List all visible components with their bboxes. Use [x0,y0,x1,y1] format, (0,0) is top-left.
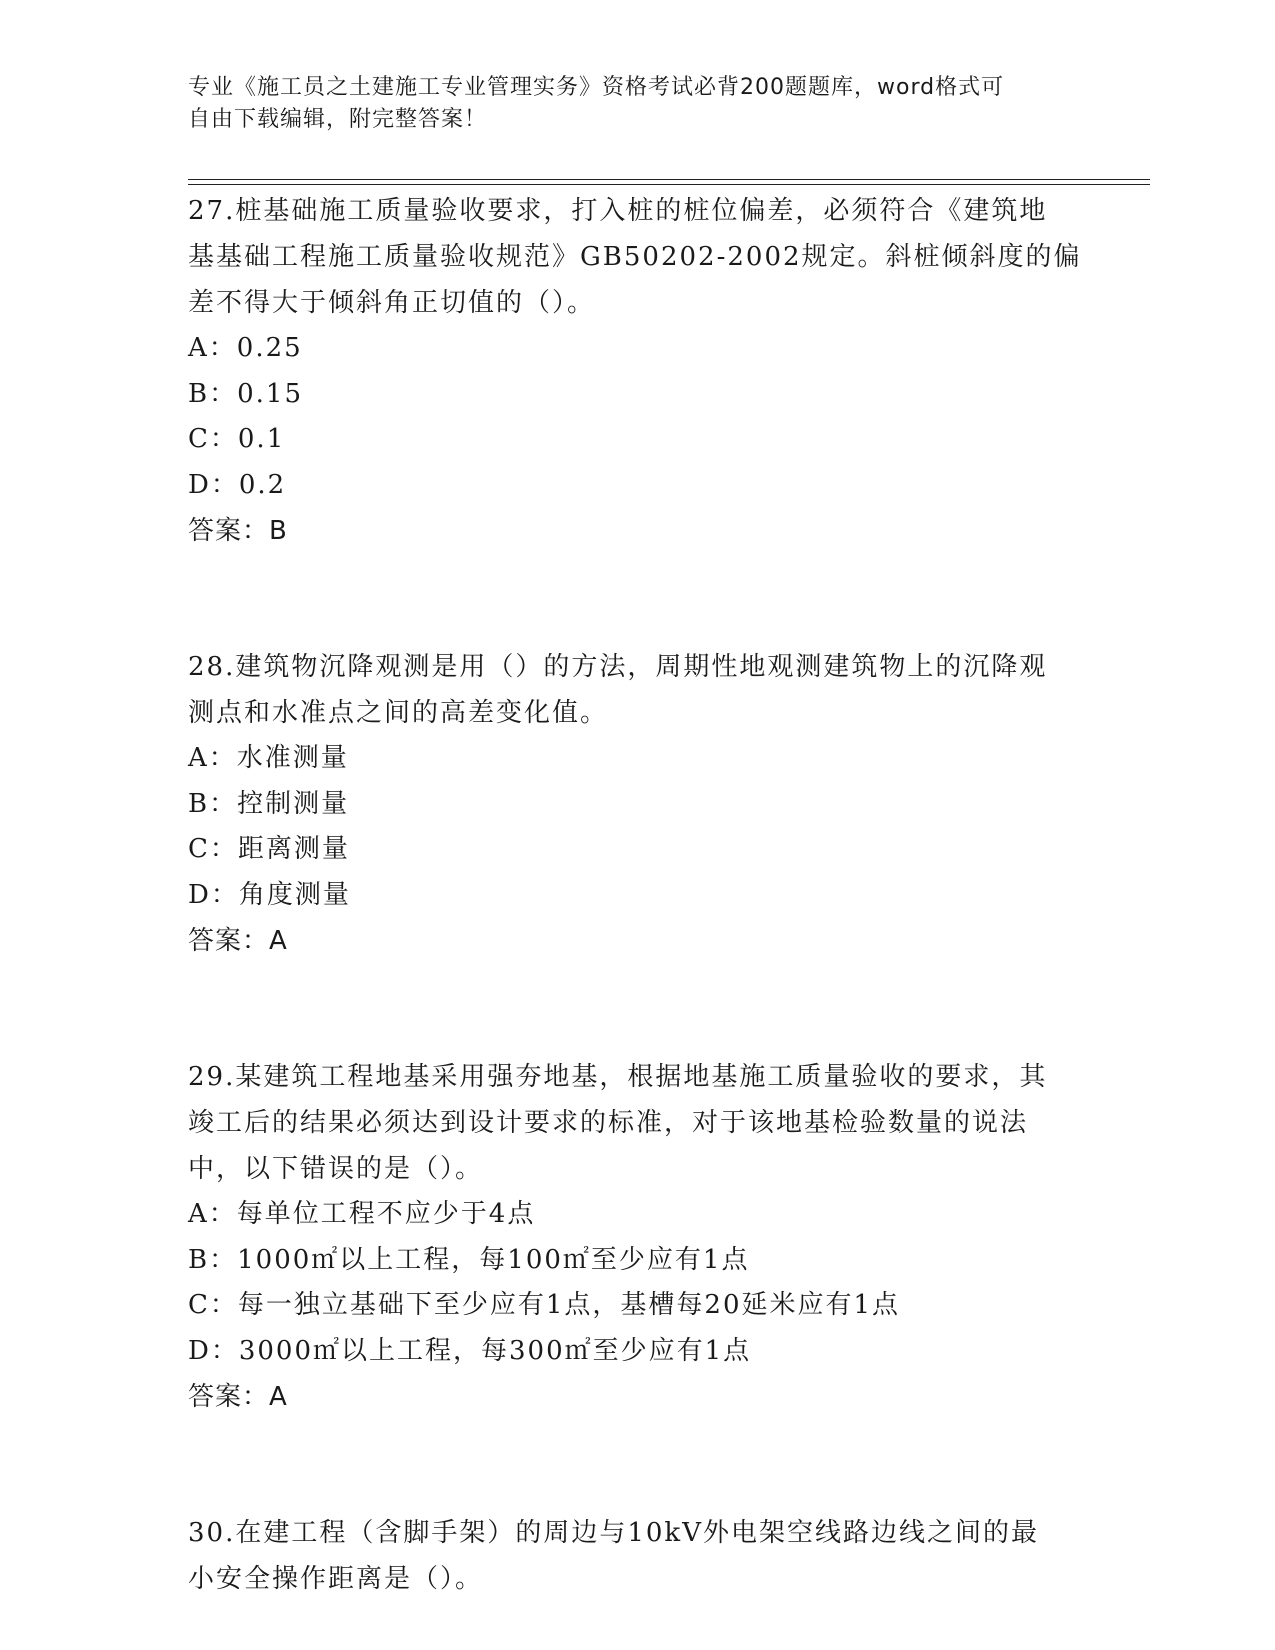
question-line: 测点和水准点之间的高差变化值。 [188,698,609,728]
option-b: B：1000㎡以上工程，每100㎡至少应有1点 [188,1244,750,1275]
question-28 [188,644,1088,964]
option-c: C：0.1 [188,424,286,454]
question-29 [188,1054,1088,1420]
header-divider-top [188,179,1150,180]
option-a: A：每单位工程不应少于4点 [188,1199,536,1229]
answer-line: 答案：A [188,926,288,956]
question-line: 27.桩基础施工质量验收要求，打入桩的桩位偏差，必须符合《建筑地 [188,196,1048,226]
question-line: 基基础工程施工质量验收规范》GB50202-2002规定。斜桩倾斜度的偏 [188,242,1082,272]
option-b: B：0.15 [188,378,303,409]
question-line: 28.建筑物沉降观测是用（）的方法，周期性地观测建筑物上的沉降观 [188,652,1048,682]
option-a: A：水准测量 [188,743,349,773]
option-d: D：0.2 [188,469,287,500]
question-line: 竣工后的结果必须达到设计要求的标准，对于该地基检验数量的说法 [188,1108,1029,1138]
option-b: B：控制测量 [188,788,350,819]
answer-line: 答案：A [188,1382,288,1412]
question-27 [188,188,1088,554]
option-c: C：每一独立基础下至少应有1点，基槽每20延米应有1点 [188,1290,901,1320]
question-line: 30.在建工程（含脚手架）的周边与10kV外电架空线路边线之间的最 [188,1518,1039,1548]
header-line-1: 专业《施工员之土建施工专业管理实务》资格考试必背200题题库，word格式可 [188,75,1005,100]
question-spacer [188,964,1088,1054]
option-d: D：角度测量 [188,879,351,910]
question-line: 小安全操作距离是（）。 [188,1564,484,1594]
question-list [188,188,1088,1602]
question-line: 差不得大于倾斜角正切值的（）。 [188,288,596,318]
option-d: D：3000㎡以上工程，每300㎡至少应有1点 [188,1335,752,1366]
question-spacer [188,1420,1088,1510]
document-header [188,72,1068,136]
question-spacer [188,554,1088,644]
question-30 [188,1510,1088,1602]
option-c: C：距离测量 [188,834,350,864]
header-divider-bottom [188,184,1150,185]
answer-line: 答案：B [188,516,288,546]
option-a: A：0.25 [188,333,303,363]
question-line: 中，以下错误的是（）。 [188,1154,484,1184]
question-line: 29.某建筑工程地基采用强夯地基，根据地基施工质量验收的要求，其 [188,1062,1048,1092]
header-line-2: 自由下载编辑，附完整答案！ [188,107,488,132]
